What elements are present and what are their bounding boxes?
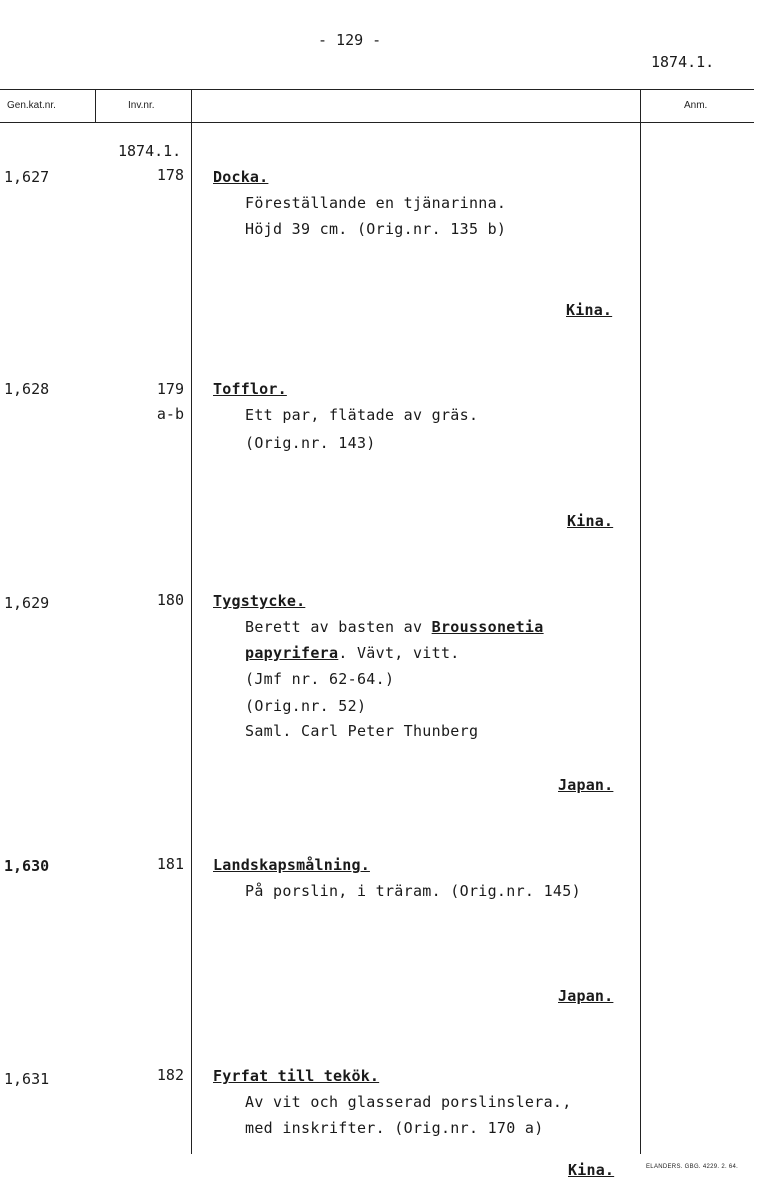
entry-description-line bbox=[245, 618, 544, 636]
inv-number: 181 bbox=[156, 855, 184, 873]
entry-origin: Japan. bbox=[558, 987, 614, 1005]
description-text: Berett av basten av bbox=[245, 618, 432, 636]
description-text: . Vävt, vitt. bbox=[338, 644, 460, 662]
entry-description-line: (Orig.nr. 143) bbox=[245, 434, 376, 452]
year-tag: 1874.1. bbox=[651, 53, 715, 71]
entry-description-line: med inskrifter. (Orig.nr. 170 a) bbox=[245, 1119, 544, 1137]
entry-title: Fyrfat till tekök. bbox=[213, 1067, 380, 1085]
column-divider-anm bbox=[640, 89, 641, 1154]
entry-description-line: (Jmf nr. 62-64.) bbox=[245, 670, 395, 688]
column-header-gen-kat: Gen.kat.nr. bbox=[7, 100, 56, 111]
entry-description-line bbox=[245, 644, 460, 662]
entry-origin: Kina. bbox=[568, 1161, 615, 1179]
column-divider-inv bbox=[191, 89, 192, 1154]
entry-origin: Kina. bbox=[567, 512, 614, 530]
entry-origin: Japan. bbox=[558, 776, 614, 794]
inv-sub-number: a-b bbox=[156, 405, 184, 423]
page-number: - 129 - bbox=[318, 31, 382, 49]
entry-description-line: Saml. Carl Peter Thunberg bbox=[245, 722, 479, 740]
inv-number: 180 bbox=[156, 591, 184, 609]
entry-description-line: Ett par, flätade av gräs. bbox=[245, 406, 479, 424]
gen-kat-number: 1,629 bbox=[4, 594, 50, 612]
entry-description-line: Föreställande en tjänarinna. bbox=[245, 194, 507, 212]
column-header-anm: Anm. bbox=[684, 100, 708, 111]
column-header-inv: Inv.nr. bbox=[128, 100, 155, 111]
inv-number: 179 bbox=[156, 380, 184, 398]
acquisition-number: 1874.1. bbox=[118, 142, 182, 160]
entry-title: Docka. bbox=[213, 168, 269, 186]
entry-description-line: Höjd 39 cm. (Orig.nr. 135 b) bbox=[245, 220, 507, 238]
entry-title: Tygstycke. bbox=[213, 592, 306, 610]
inv-number: 178 bbox=[156, 166, 184, 184]
entry-description-line: Av vit och glasserad porslinslera., bbox=[245, 1093, 572, 1111]
entry-description-line: På porslin, i träram. (Orig.nr. 145) bbox=[245, 882, 581, 900]
inv-number: 182 bbox=[156, 1066, 184, 1084]
printer-mark: ELANDERS. GBG. 4229. 2. 64. bbox=[646, 1164, 739, 1170]
gen-kat-number: 1,631 bbox=[4, 1070, 50, 1088]
column-divider-gen bbox=[95, 89, 96, 123]
entry-origin: Kina. bbox=[566, 301, 613, 319]
entry-description-line: (Orig.nr. 52) bbox=[245, 697, 367, 715]
gen-kat-number: 1,627 bbox=[4, 168, 50, 186]
species-name: papyrifera bbox=[245, 644, 339, 662]
gen-kat-number: 1,630 bbox=[4, 857, 50, 875]
gen-kat-number: 1,628 bbox=[4, 380, 50, 398]
entry-title: Landskapsmålning. bbox=[213, 856, 370, 874]
species-name: Broussonetia bbox=[431, 618, 544, 636]
entry-title: Tofflor. bbox=[213, 380, 287, 398]
